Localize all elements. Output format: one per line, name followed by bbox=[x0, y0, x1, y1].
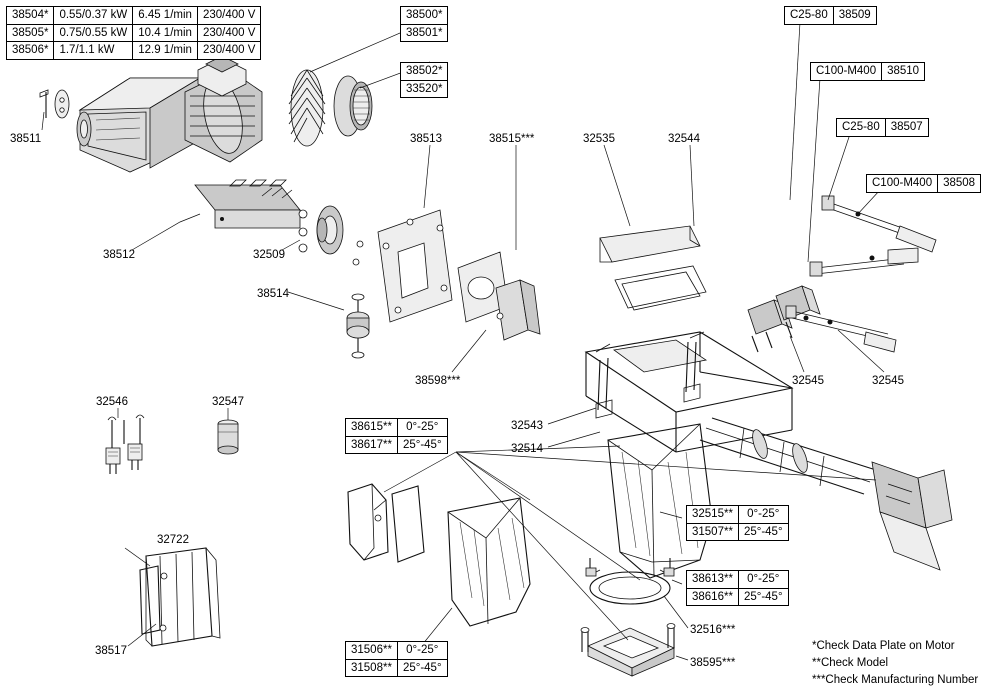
angle-kit-left-box bbox=[345, 418, 448, 454]
cell-part: 38506* bbox=[7, 42, 54, 60]
label-38598: 38598*** bbox=[415, 375, 461, 387]
mount-plate bbox=[378, 210, 452, 322]
cell-part: 38508 bbox=[938, 175, 981, 193]
table-row bbox=[346, 642, 448, 660]
label-32514: 32514 bbox=[511, 443, 543, 455]
label-32722: 32722 bbox=[157, 534, 189, 546]
cell-part: 38502* bbox=[401, 63, 448, 81]
label-38514: 38514 bbox=[257, 288, 289, 300]
sensor-cables bbox=[748, 196, 936, 352]
label-32516: 32516*** bbox=[690, 624, 736, 636]
angle-kit-lower-box bbox=[686, 570, 789, 606]
cell-part: 31507** bbox=[687, 523, 739, 541]
table-row bbox=[687, 571, 789, 589]
cell-range: 25°-45° bbox=[738, 523, 788, 541]
label-32509: 32509 bbox=[253, 249, 285, 261]
label-38595: 38595*** bbox=[690, 657, 736, 669]
label-32544: 32544 bbox=[668, 133, 700, 145]
angle-kit-mid-box bbox=[686, 505, 789, 541]
cell-flow: 6.45 1/min bbox=[133, 7, 198, 25]
table-row bbox=[811, 63, 925, 81]
cell-part: 33520* bbox=[401, 80, 448, 98]
fan-grill-box bbox=[400, 62, 448, 98]
cell-voltage: 230/400 V bbox=[197, 42, 260, 60]
bracket-38515 bbox=[458, 252, 540, 340]
table-row bbox=[401, 63, 448, 81]
label-38512: 38512 bbox=[103, 249, 135, 261]
cell-part: 38505* bbox=[7, 24, 54, 42]
footnote-check-model: **Check Model bbox=[812, 657, 889, 669]
cell-part: 38510 bbox=[882, 63, 925, 81]
table-row bbox=[7, 42, 261, 60]
cell-cable: C25-80 bbox=[837, 119, 886, 137]
table-row bbox=[346, 659, 448, 677]
cell-part: 31508** bbox=[346, 659, 398, 677]
leader-lines-right bbox=[118, 22, 884, 660]
cable-c25-80-38507-box bbox=[836, 118, 929, 137]
coupling bbox=[299, 206, 363, 265]
cell-part: 38613** bbox=[687, 571, 739, 589]
label-32543: 32543 bbox=[511, 420, 543, 432]
table-row bbox=[401, 24, 448, 42]
cell-part: 38617** bbox=[346, 436, 398, 454]
label-32545-right: 32545 bbox=[872, 375, 904, 387]
cable-c100-m400-38510-box bbox=[810, 62, 925, 81]
cell-flow: 10.4 1/min bbox=[133, 24, 198, 42]
cell-part: 38509 bbox=[833, 7, 876, 25]
cell-range: 25°-45° bbox=[397, 659, 447, 677]
vibration-damper bbox=[347, 294, 369, 358]
table-row bbox=[687, 588, 789, 606]
label-32546: 32546 bbox=[96, 396, 128, 408]
cell-flow: 12.9 1/min bbox=[133, 42, 198, 60]
label-38515: 38515*** bbox=[489, 133, 535, 145]
cell-range: 25°-45° bbox=[738, 588, 788, 606]
table-row bbox=[346, 436, 448, 454]
support-cage bbox=[140, 548, 220, 646]
label-38511: 38511 bbox=[10, 133, 42, 145]
cell-range: 25°-45° bbox=[397, 436, 447, 454]
cell-part: 38500* bbox=[401, 7, 448, 25]
cell-power: 1.7/1.1 kW bbox=[54, 42, 133, 60]
cell-range: 0°-25° bbox=[397, 419, 447, 437]
table-row bbox=[687, 506, 789, 524]
pump-adaptor bbox=[195, 180, 300, 228]
label-32547: 32547 bbox=[212, 396, 244, 408]
cell-part: 38507 bbox=[885, 119, 928, 137]
cell-cable: C25-80 bbox=[785, 7, 834, 25]
table-row bbox=[401, 7, 448, 25]
cell-power: 0.55/0.37 kW bbox=[54, 7, 133, 25]
label-32535: 32535 bbox=[583, 133, 615, 145]
angle-kit-bottom-box bbox=[345, 641, 448, 677]
label-38517: 38517 bbox=[95, 645, 127, 657]
cell-range: 0°-25° bbox=[397, 642, 447, 660]
small-parts bbox=[106, 415, 238, 474]
table-row bbox=[401, 80, 448, 98]
cable-c100-m400-38508-box bbox=[866, 174, 981, 193]
cell-cable: C100-M400 bbox=[811, 63, 882, 81]
table-row bbox=[867, 175, 981, 193]
fan-grill bbox=[334, 76, 372, 136]
table-row bbox=[837, 119, 929, 137]
label-32545-left: 32545 bbox=[792, 375, 824, 387]
cell-part: 38615** bbox=[346, 419, 398, 437]
cell-power: 0.75/0.55 kW bbox=[54, 24, 133, 42]
cell-voltage: 230/400 V bbox=[197, 24, 260, 42]
fan-impeller bbox=[289, 70, 325, 146]
table-row bbox=[785, 7, 877, 25]
flange-ring bbox=[586, 558, 674, 604]
cell-part: 32515** bbox=[687, 506, 739, 524]
cell-range: 0°-25° bbox=[738, 506, 788, 524]
cable-c25-80-38509-box bbox=[784, 6, 877, 25]
cell-voltage: 230/400 V bbox=[197, 7, 260, 25]
motor-spec-table bbox=[6, 6, 261, 60]
fan-cover-box bbox=[400, 6, 448, 42]
cell-part: 38616** bbox=[687, 588, 739, 606]
cell-cable: C100-M400 bbox=[867, 175, 938, 193]
table-row bbox=[346, 419, 448, 437]
cell-part: 38501* bbox=[401, 24, 448, 42]
cell-part: 38504* bbox=[7, 7, 54, 25]
table-row bbox=[7, 24, 261, 42]
base-frame bbox=[581, 624, 675, 677]
footnote-check-data-plate: *Check Data Plate on Motor bbox=[812, 640, 955, 652]
table-row bbox=[7, 7, 261, 25]
table-row bbox=[687, 523, 789, 541]
label-38513: 38513 bbox=[410, 133, 442, 145]
gearmotor-assembly bbox=[40, 56, 540, 358]
footnote-check-manufacturing: ***Check Manufacturing Number bbox=[812, 674, 979, 686]
cell-part: 31506** bbox=[346, 642, 398, 660]
cell-range: 0°-25° bbox=[738, 571, 788, 589]
